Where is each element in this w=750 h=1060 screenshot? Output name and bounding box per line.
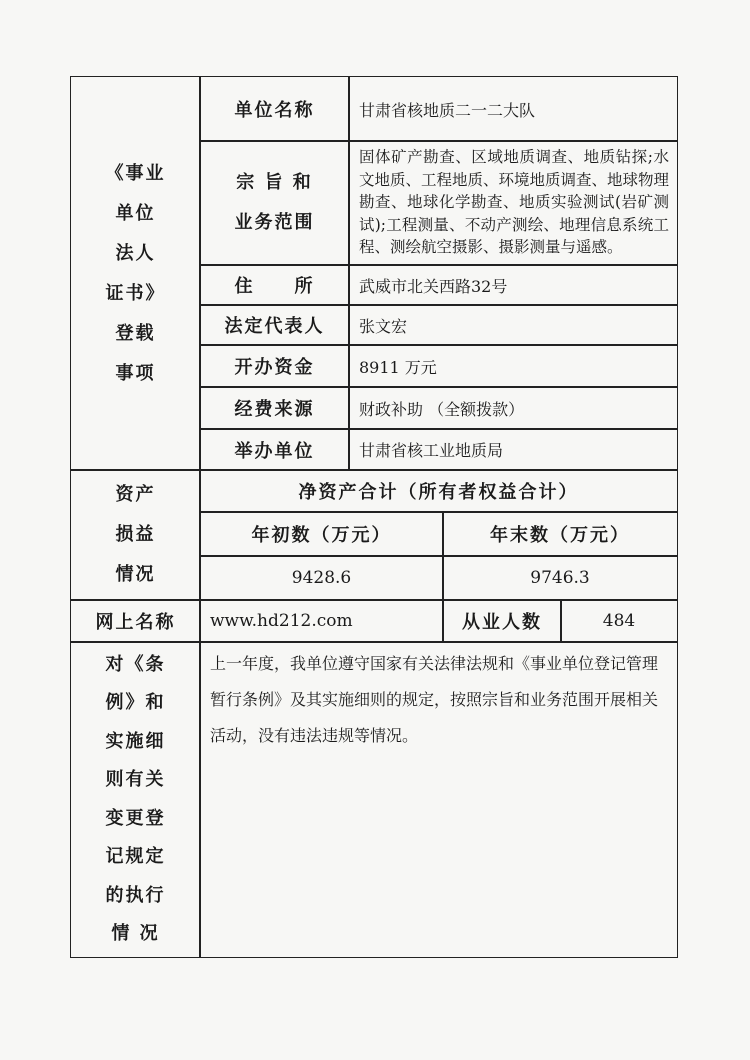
web-name-label bbox=[70, 599, 201, 643]
address-value-text: 武威市北关西路32号 bbox=[359, 276, 508, 296]
legal-representative-value bbox=[348, 304, 678, 346]
section-label-line: 法人 bbox=[115, 242, 156, 264]
end-of-year-value-text: 9746.3 bbox=[530, 568, 590, 588]
section-label-line: 单位 bbox=[115, 202, 156, 224]
staff-count-value bbox=[560, 599, 678, 643]
end-of-year-header-text: 年末数（万元） bbox=[490, 525, 630, 546]
registered-capital-label-text: 开办资金 bbox=[234, 357, 315, 378]
section-label-line: 《事业 bbox=[105, 162, 166, 184]
end-of-year-header bbox=[442, 511, 678, 557]
start-of-year-header bbox=[199, 511, 444, 557]
unit-name-label bbox=[199, 76, 350, 142]
funding-source-value-text: 财政补助 （全额拨款） bbox=[359, 399, 525, 419]
compliance-section-label bbox=[70, 641, 201, 958]
address-label-text: 住 所 bbox=[234, 276, 315, 297]
section-label-line: 实施细 bbox=[105, 730, 166, 752]
purpose-scope-label-line: 宗 旨 和 bbox=[236, 172, 313, 193]
net-assets-header bbox=[199, 469, 678, 513]
registered-capital-value bbox=[348, 344, 678, 388]
start-of-year-value-text: 9428.6 bbox=[291, 568, 352, 588]
section-label-line: 的执行 bbox=[105, 884, 166, 906]
legal-representative-value-text: 张文宏 bbox=[359, 316, 408, 336]
section-label-line: 则有关 bbox=[105, 769, 166, 790]
sponsor-unit-label-text: 举办单位 bbox=[234, 440, 315, 462]
net-assets-header-text: 净资产合计（所有者权益合计） bbox=[298, 482, 579, 503]
end-of-year-value bbox=[442, 555, 678, 601]
section-label-line: 例》和 bbox=[105, 692, 166, 713]
section-label-line: 对《条 bbox=[105, 653, 166, 675]
sponsor-unit-value bbox=[348, 428, 678, 471]
section-label-line: 变更登 bbox=[105, 807, 166, 829]
unit-name-label-text: 单位名称 bbox=[234, 100, 315, 121]
section-label-line: 记规定 bbox=[105, 846, 166, 867]
purpose-scope-label bbox=[199, 140, 350, 266]
section-label-line: 情况 bbox=[115, 564, 156, 585]
section-label-line: 事项 bbox=[115, 362, 156, 384]
assets-section-label bbox=[70, 469, 201, 601]
funding-source-label-text: 经费来源 bbox=[234, 399, 315, 420]
legal-representative-label-text: 法定代表人 bbox=[224, 316, 325, 337]
address-value bbox=[348, 264, 678, 306]
staff-count-value-text: 484 bbox=[602, 611, 636, 631]
registered-capital-value-text: 8911 万元 bbox=[359, 357, 437, 377]
registered-capital-label bbox=[199, 344, 350, 388]
web-name-label-text: 网上名称 bbox=[95, 612, 176, 633]
section-label-line: 情 况 bbox=[111, 923, 160, 944]
sponsor-unit-value-text: 甘肃省核工业地质局 bbox=[359, 441, 504, 460]
compliance-statement-text: 上一年度，我单位遵守国家有关法律法规和《事业单位登记管理暂行条例》及其实施细则的规定，按照宗旨和业务范围开展相关活动，没有违法违规等情况。 bbox=[210, 654, 659, 745]
funding-source-label bbox=[199, 386, 350, 430]
web-name-value-text: www.hd212.com bbox=[210, 611, 353, 631]
purpose-scope-value bbox=[348, 140, 678, 266]
section-label-line: 证书》 bbox=[105, 282, 166, 304]
legal-representative-label bbox=[199, 304, 350, 346]
sponsor-unit-label bbox=[199, 428, 350, 471]
staff-count-label bbox=[442, 599, 562, 643]
start-of-year-value bbox=[199, 555, 444, 601]
section-label-line: 损益 bbox=[115, 524, 156, 545]
purpose-scope-label-line: 业务范围 bbox=[234, 212, 315, 233]
section-label-line: 资产 bbox=[115, 484, 156, 505]
funding-source-value bbox=[348, 386, 678, 430]
section-label-line: 登载 bbox=[115, 322, 156, 344]
unit-name-value bbox=[348, 76, 678, 142]
address-label bbox=[199, 264, 350, 306]
start-of-year-header-text: 年初数（万元） bbox=[251, 525, 392, 546]
purpose-scope-value-text: 固体矿产勘查、区域地质调查、地质钻探;水文地质、工程地质、环境地质调查、地球物理勘查、地球化学勘查、地质实验测试(岩矿测试);工程测量、不动产测绘、地理信息系统工程、测绘航空摄影、摄影测量与遥感。 bbox=[359, 148, 670, 256]
unit-name-value-text: 甘肃省核地质二一二大队 bbox=[359, 100, 536, 120]
web-name-value bbox=[199, 599, 444, 643]
compliance-statement bbox=[199, 641, 678, 958]
staff-count-label-text: 从业人数 bbox=[462, 612, 542, 633]
registration-section-label bbox=[70, 76, 201, 471]
